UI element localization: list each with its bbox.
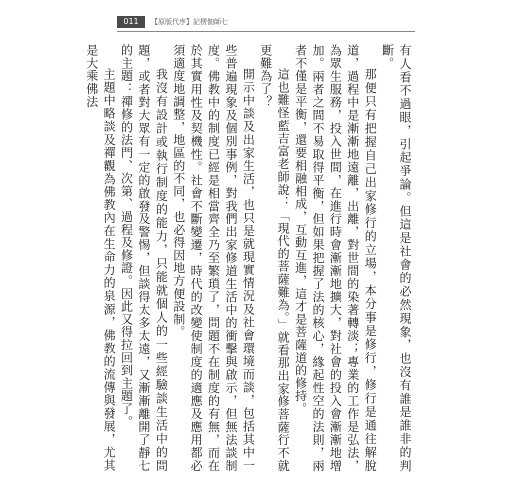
paragraph: 這也難怪藍吉富老師說：「現代的菩薩難為。」就看那出家修菩薩行不就更難為了？ — [258, 44, 291, 472]
paragraph: 開示中談及出家生活，也只是就現實情況及社會環境而談，包括其中一些普遍現象及個別事例，對我們出家修道生活中的衝擊與啟示，但無法談制度。佛教中的制度已經是相當齊全乃至繁瑣了，問題不在制度的有無，而在於其實用性及契機性。社會不斷變遷，時代的改變使制度的適應及應用都必須適度地調整，地區的不同，也必得因地方便設制。 — [171, 44, 256, 472]
page-header — [117, 16, 415, 30]
paragraph: 主題中略談及禪觀為佛教內在生命力的泉源，佛教的流傳與發展，尤其是大乘佛法 — [84, 44, 117, 472]
running-title: 【原版代序】記楞伽師七 — [151, 18, 228, 26]
page-number: 011 — [117, 16, 145, 28]
paragraph: 有人看不過眼，引起爭論。但這是社會的必然現象，也沒有誰是誰非的判斷。 — [380, 44, 412, 472]
header-rule — [117, 31, 415, 32]
body-text — [84, 44, 413, 472]
paragraph: 那便只有把握自己出家修行的立場，本分事是修行，修行是通往解脫道，過程中是漸漸地遠離，出離，對世間的染著轉淡；專業的工作是弘法，為眾生服務，投入世間，在進行時會漸漸地擴大，對社會的投入會漸漸地增加。兩者之間不易取得平衡，但如果把握了法的核心，緣起性空的法則，兩者不僅是平衡，還要相融相成，互動互進，這才是菩薩道的修持。 — [293, 44, 378, 472]
paragraph: 我沒有設計或執行制度的能力，只能就個人的一些經驗談生活中的問題，或者對大眾有一定的啟發及警惕，但談得太多太遠，又漸漸離開了靜七的主題：禪修的法門、次第、過程及修證。因此又得拉回到主題了。 — [119, 44, 169, 472]
